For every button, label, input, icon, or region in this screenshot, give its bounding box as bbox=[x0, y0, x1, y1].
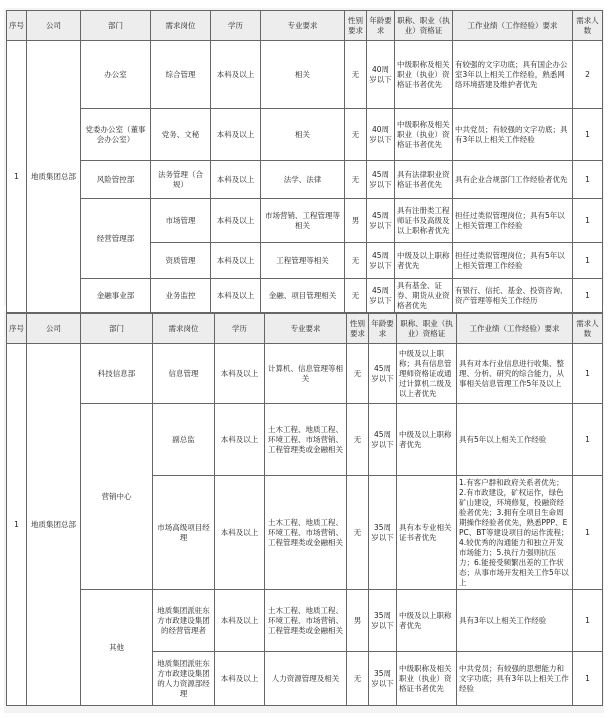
cell-position: 资质管理 bbox=[151, 243, 211, 279]
cell-count: 1 bbox=[573, 590, 603, 652]
cell-count: 1 bbox=[573, 161, 603, 199]
cell-gender: 无 bbox=[345, 161, 367, 199]
cell-education: 本科及以上 bbox=[211, 41, 261, 109]
cell-title: 中级职称及相关职业（执业）资格证书者优先 bbox=[395, 41, 453, 109]
cell-education: 本科及以上 bbox=[211, 199, 261, 243]
cell-experience: 担任过类似管理岗位；具有5年以上相关管理工作经验 bbox=[453, 243, 573, 279]
header-dept: 部门 bbox=[81, 314, 153, 344]
cell-position: 副总监 bbox=[153, 404, 215, 476]
cell-experience: 中共党员；有较强的文字功底；具有3年以上相关工作经验 bbox=[453, 109, 573, 161]
header-idx: 序号 bbox=[7, 314, 27, 344]
cell-position: 地质集团派驻东方市政建设集团的人力资源部经理 bbox=[153, 652, 215, 706]
cell-title: 具有法律职业资格证书者优先 bbox=[395, 161, 453, 199]
header-education: 学历 bbox=[215, 314, 265, 344]
cell-major: 土木工程、地质工程、环境工程、市场营销、工程管理类或金融相关 bbox=[265, 476, 347, 590]
cell-gender: 男 bbox=[347, 590, 369, 652]
cell-experience: 1.有客户群和政府关系者优先；2.有市政建设，矿权运作，绿色矿山建设，环境修复，投融资经验者优先；3.拥有全项目生命周期操作经验者优先，熟悉PPP、EPC、BT等建设项目的运作流程；4.较优秀的沟通能力和独立开发市场能力；5.执行力强则抗压力；6.能接受频繁出差的工作状态；从事市场开发相关工作5年以上 bbox=[457, 476, 573, 590]
header-age: 年龄要求 bbox=[369, 314, 397, 344]
table-row bbox=[7, 590, 603, 652]
recruitment-table-2 bbox=[6, 313, 603, 706]
header-age: 年龄要求 bbox=[367, 11, 395, 41]
cell-gender: 无 bbox=[345, 279, 367, 313]
cell-age: 45周岁以下 bbox=[367, 243, 395, 279]
cell-title: 具有本专业相关证书者优先 bbox=[397, 476, 457, 590]
table-row bbox=[7, 279, 603, 313]
cell-title: 具有注册类工程师证书及高级及以上职称者优先 bbox=[395, 199, 453, 243]
header-major: 专业要求 bbox=[261, 11, 345, 41]
table-row bbox=[7, 404, 603, 476]
cell-count: 1 bbox=[573, 243, 603, 279]
header-count: 需求人数 bbox=[573, 11, 603, 41]
header-company: 公司 bbox=[27, 314, 81, 344]
cell-position: 地质集团派驻东方市政建设集团的经营管理者 bbox=[153, 590, 215, 652]
cell-experience: 担任过类似管理岗位；具有5年以上相关管理工作经验 bbox=[453, 199, 573, 243]
cell-experience: 具有企业合规部门工作经验者优先 bbox=[453, 161, 573, 199]
cell-gender: 无 bbox=[347, 344, 369, 404]
header-row bbox=[7, 11, 603, 41]
cell-gender: 无 bbox=[345, 109, 367, 161]
header-position: 需求岗位 bbox=[151, 11, 211, 41]
cell-age: 45周岁以下 bbox=[369, 404, 397, 476]
table-row bbox=[7, 109, 603, 161]
cell-education: 本科及以上 bbox=[215, 652, 265, 706]
header-gender: 性别要求 bbox=[345, 11, 367, 41]
cell-dept: 经营管理部 bbox=[81, 199, 151, 279]
cell-major: 相关 bbox=[261, 41, 345, 109]
cell-dept: 其他 bbox=[81, 590, 153, 706]
header-experience: 工作业绩（工作经验）要求 bbox=[453, 11, 573, 41]
cell-education: 本科及以上 bbox=[211, 161, 261, 199]
cell-count: 2 bbox=[573, 41, 603, 109]
cell-dept: 营销中心 bbox=[81, 404, 153, 590]
cell-title: 中级及以上职称；具有信息管理师资格证或通过计算机二级及以上者优先 bbox=[397, 344, 457, 404]
cell-age: 45周岁以下 bbox=[367, 161, 395, 199]
cell-major: 金融、项目管理相关 bbox=[261, 279, 345, 313]
cell-idx: 1 bbox=[7, 344, 27, 706]
cell-title: 中级职称及相关职业（执业）资格证书者优先 bbox=[395, 109, 453, 161]
cell-position: 信息管理 bbox=[153, 344, 215, 404]
cell-age: 45周岁以下 bbox=[367, 279, 395, 313]
cell-major: 市场营销、工程管理等相关 bbox=[261, 199, 345, 243]
cell-idx: 1 bbox=[7, 41, 27, 313]
cell-title: 中级及以上职称者优先 bbox=[395, 243, 453, 279]
cell-education: 本科及以上 bbox=[211, 243, 261, 279]
cell-major: 法学、法律 bbox=[261, 161, 345, 199]
cell-dept: 办公室 bbox=[81, 41, 151, 109]
cell-age: 45周岁以下 bbox=[367, 199, 395, 243]
header-position: 需求岗位 bbox=[153, 314, 215, 344]
cell-major: 工程管理等相关 bbox=[261, 243, 345, 279]
cell-count: 1 bbox=[573, 652, 603, 706]
table-row bbox=[7, 161, 603, 199]
cell-education: 本科及以上 bbox=[215, 344, 265, 404]
cell-education: 本科及以上 bbox=[211, 109, 261, 161]
cell-education: 本科及以上 bbox=[215, 590, 265, 652]
cell-major: 土木工程、地质工程、环境工程、市场营销、工程管理类或金融相关 bbox=[265, 590, 347, 652]
table-row bbox=[7, 344, 603, 404]
cell-gender: 无 bbox=[345, 41, 367, 109]
header-education: 学历 bbox=[211, 11, 261, 41]
cell-experience: 有银行、信托、基金、投资咨询、资产管理等相关工作经历 bbox=[453, 279, 573, 313]
cell-gender: 男 bbox=[345, 199, 367, 243]
cell-position: 市场高级项目经理 bbox=[153, 476, 215, 590]
table-row bbox=[7, 41, 603, 109]
cell-age: 45周岁以下 bbox=[369, 344, 397, 404]
cell-title: 中级及以上职称者优先 bbox=[397, 590, 457, 652]
header-count: 需求人数 bbox=[573, 314, 603, 344]
cell-education: 本科及以上 bbox=[211, 279, 261, 313]
header-experience: 工作业绩（工作经验）要求 bbox=[457, 314, 573, 344]
cell-position: 市场管理 bbox=[151, 199, 211, 243]
cell-gender: 无 bbox=[345, 243, 367, 279]
cell-age: 35周岁以下 bbox=[369, 476, 397, 590]
cell-experience: 有较强的文字功底；具有国企办公室3年以上相关工作经验，熟悉网络环境搭建及维护者优先 bbox=[453, 41, 573, 109]
cell-count: 1 bbox=[573, 109, 603, 161]
cell-age: 40周岁以下 bbox=[367, 109, 395, 161]
cell-gender: 无 bbox=[347, 404, 369, 476]
cell-count: 1 bbox=[573, 404, 603, 476]
header-title: 职称、职业（执业）资格证 bbox=[395, 11, 453, 41]
cell-major: 计算机、信息管理等相关 bbox=[265, 344, 347, 404]
cell-dept: 金融事业部 bbox=[81, 279, 151, 313]
cell-count: 1 bbox=[573, 279, 603, 313]
cell-count: 1 bbox=[573, 344, 603, 404]
recruitment-table-1 bbox=[6, 10, 603, 313]
cell-experience: 具有对本行业信息进行收集、整理、分析、研究的综合能力，从事相关信息管理工作5年及以上 bbox=[457, 344, 573, 404]
cell-position: 业务监控 bbox=[151, 279, 211, 313]
cell-education: 本科及以上 bbox=[215, 476, 265, 590]
cell-company: 地质集团总部 bbox=[27, 344, 81, 706]
cell-experience: 具有5年以上相关工作经验 bbox=[457, 404, 573, 476]
cell-age: 35周岁以下 bbox=[369, 590, 397, 652]
cell-title: 中级职称及相关职业（执业）资格证书者优先 bbox=[397, 652, 457, 706]
cell-experience: 具有3年以上相关工作经验 bbox=[457, 590, 573, 652]
cell-gender: 无 bbox=[347, 476, 369, 590]
cell-dept: 风险管控部 bbox=[81, 161, 151, 199]
cell-title: 具有基金、证券、期货从业资格者优先 bbox=[395, 279, 453, 313]
cell-experience: 中共党员；有较强的思想能力和文字功底；具有3年以上相关工作经验 bbox=[457, 652, 573, 706]
cell-education: 本科及以上 bbox=[215, 404, 265, 476]
header-company: 公司 bbox=[27, 11, 81, 41]
cell-gender: 无 bbox=[347, 652, 369, 706]
cell-position: 党务、文秘 bbox=[151, 109, 211, 161]
header-dept: 部门 bbox=[81, 11, 151, 41]
header-major: 专业要求 bbox=[265, 314, 347, 344]
table-row bbox=[7, 199, 603, 243]
cell-major: 人力资源管理及相关 bbox=[265, 652, 347, 706]
cell-count: 1 bbox=[573, 199, 603, 243]
cell-company: 地质集团总部 bbox=[27, 41, 81, 313]
cell-age: 35周岁以下 bbox=[369, 652, 397, 706]
cell-position: 综合管理 bbox=[151, 41, 211, 109]
cell-major: 土木工程、地质工程、环境工程、市场营销、工程管理类或金融相关 bbox=[265, 404, 347, 476]
header-gender: 性别要求 bbox=[347, 314, 369, 344]
header-idx: 序号 bbox=[7, 11, 27, 41]
cell-count: 1 bbox=[573, 476, 603, 590]
cell-dept: 科技信息部 bbox=[81, 344, 153, 404]
cell-title: 中级及以上职称者优先 bbox=[397, 404, 457, 476]
header-row bbox=[7, 314, 603, 344]
cell-position: 法务管理（合规） bbox=[151, 161, 211, 199]
cell-dept: 党委办公室（董事会办公室） bbox=[81, 109, 151, 161]
header-title: 职称、职业（执业）资格证 bbox=[397, 314, 457, 344]
cell-major: 相关 bbox=[261, 109, 345, 161]
cell-age: 40周岁以下 bbox=[367, 41, 395, 109]
